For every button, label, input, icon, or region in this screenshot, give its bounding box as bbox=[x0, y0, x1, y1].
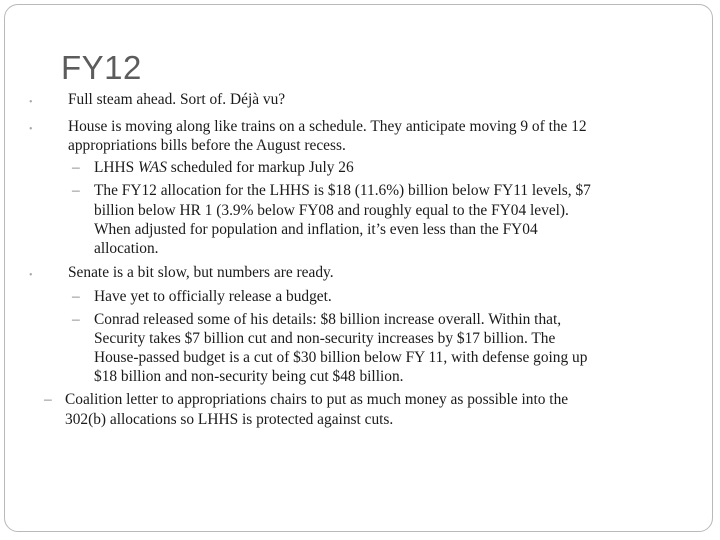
sub-2-1-text: LHHS WAS scheduled for markup July 26 bbox=[94, 159, 354, 176]
sub-3-2-line-3: House-passed budget is a cut of $30 billion below FY 11, with defense going up bbox=[94, 349, 588, 366]
sub-dash-marker: – bbox=[72, 288, 80, 305]
bullet-2-line-1: House is moving along like trains on a schedule. They anticipate moving 9 of the 12 bbox=[68, 118, 587, 135]
sub-3-2-line-2: Security takes $7 billion cut and non-security increases by $17 billion. The bbox=[94, 330, 556, 347]
sub-3-1-text: Have yet to officially release a budget. bbox=[94, 288, 332, 305]
coalition-line-1: Coalition letter to appropriations chairs to put as much money as possible into the bbox=[65, 391, 569, 408]
dash-marker: – bbox=[44, 391, 52, 408]
bullet-2-line-2: appropriations bills before the August recess. bbox=[68, 137, 346, 154]
sub-2-2-line-3: When adjusted for population and inflation, it’s even less than the FY04 bbox=[94, 221, 538, 238]
sub-3-2-line-1: Conrad released some of his details: $8 billion increase overall. Within that, bbox=[94, 311, 562, 328]
sub-2-2-line-2: billion below HR 1 (3.9% below FY08 and roughly equal to the FY04 level). bbox=[94, 202, 569, 219]
sub-3-2-line-4: $18 billion and non-security being cut $48 billion. bbox=[94, 368, 404, 385]
bullet-marker: • bbox=[29, 270, 33, 281]
sub-dash-marker: – bbox=[72, 182, 80, 199]
bullet-marker: • bbox=[29, 97, 33, 108]
sub-2-2-line-1: The FY12 allocation for the LHHS is $18 (11.6%) billion below FY11 levels, $7 bbox=[94, 182, 591, 199]
bullet-3-text: Senate is a bit slow, but numbers are ready. bbox=[68, 264, 334, 281]
bullet-marker: • bbox=[29, 124, 33, 135]
sub-2-2-line-4: allocation. bbox=[94, 240, 159, 257]
coalition-line-2: 302(b) allocations so LHHS is protected against cuts. bbox=[65, 411, 394, 428]
slide-title: FY12 bbox=[61, 49, 142, 86]
bullet-1-text: Full steam ahead. Sort of. Déjà vu? bbox=[68, 91, 286, 108]
emphasis-text: WAS bbox=[138, 159, 167, 176]
sub-dash-marker: – bbox=[72, 159, 80, 176]
sub-dash-marker: – bbox=[72, 311, 80, 328]
